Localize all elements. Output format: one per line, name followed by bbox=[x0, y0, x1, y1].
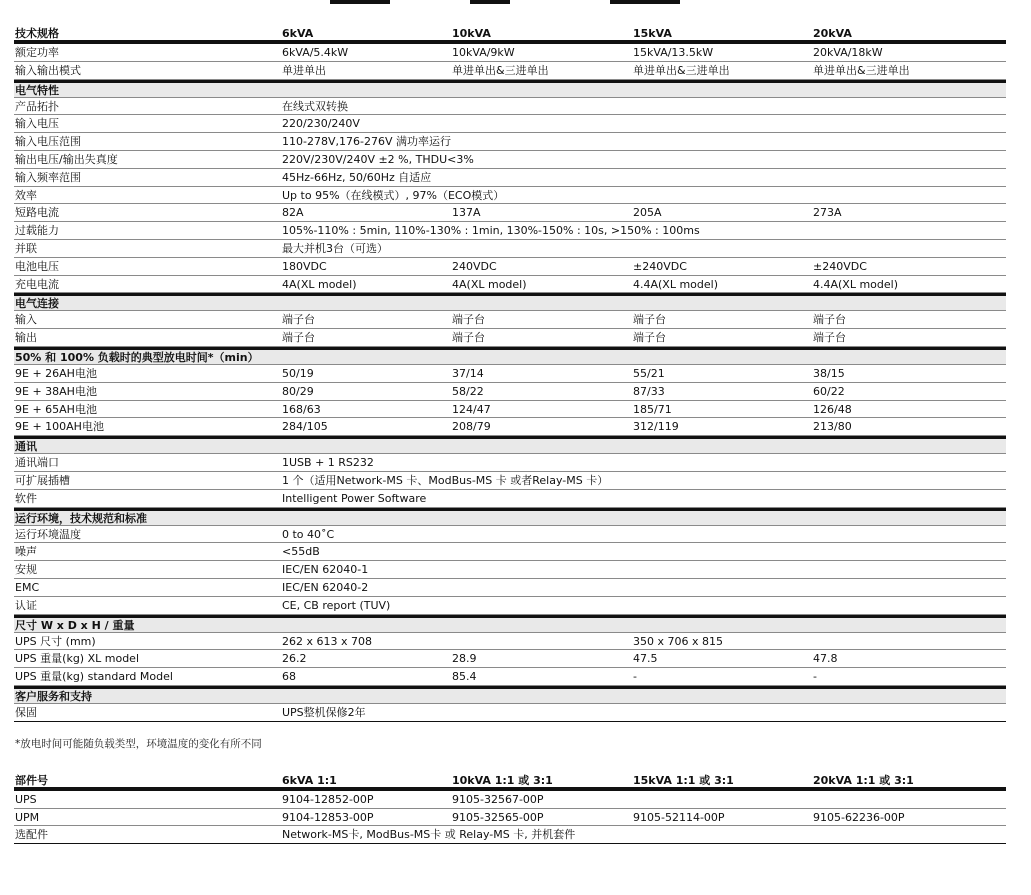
section-heading bbox=[14, 436, 1006, 454]
spec-label: 输入电压 bbox=[15, 117, 59, 131]
section-title: 客户服务和支持 bbox=[15, 689, 92, 703]
section-title: 电气特性 bbox=[15, 83, 59, 97]
spec-label: EMC bbox=[15, 580, 40, 594]
spec-value: 端子台 bbox=[633, 313, 666, 327]
spec-row bbox=[14, 151, 1006, 169]
spec-row bbox=[14, 240, 1006, 258]
spec-label: 短路电流 bbox=[15, 206, 59, 220]
spec-row bbox=[14, 383, 1006, 401]
parts-header-model: 6kVA 1:1 bbox=[282, 774, 337, 787]
spec-value: 208/79 bbox=[452, 420, 491, 434]
spec-value: 端子台 bbox=[633, 331, 666, 345]
spec-value: 47.8 bbox=[813, 652, 838, 666]
spec-value: 4A(XL model) bbox=[452, 277, 527, 291]
spec-value: 在线式双转换 bbox=[282, 99, 348, 113]
spec-value: 50/19 bbox=[282, 366, 314, 380]
spec-value: 端子台 bbox=[282, 331, 315, 345]
spec-value: 1USB + 1 RS232 bbox=[282, 456, 374, 470]
spec-value: 58/22 bbox=[452, 384, 484, 398]
spec-value: 220V/230V/240V ±2 %, THDU<3% bbox=[282, 152, 474, 166]
spec-value: IEC/EN 62040-2 bbox=[282, 580, 369, 594]
spec-value: IEC/EN 62040-1 bbox=[282, 563, 369, 577]
spec-value: Up to 95%（在线模式）, 97%（ECO模式） bbox=[282, 188, 505, 202]
spec-value: 124/47 bbox=[452, 402, 491, 416]
spec-row bbox=[14, 401, 1006, 419]
spec-row bbox=[14, 329, 1006, 347]
part-number: 9104-12852-00P bbox=[282, 793, 374, 806]
spec-label: 通讯端口 bbox=[15, 456, 59, 470]
spec-row bbox=[14, 222, 1006, 240]
spec-value: - bbox=[633, 670, 637, 684]
spec-row bbox=[14, 579, 1006, 597]
spec-label: 输入频率范围 bbox=[15, 170, 81, 184]
spec-row bbox=[14, 258, 1006, 276]
spec-value: UPS整机保修2年 bbox=[282, 705, 366, 719]
spec-row bbox=[14, 276, 1006, 294]
parts-header-model: 10kVA 1:1 或 3:1 bbox=[452, 774, 553, 787]
spec-label: 额定功率 bbox=[15, 46, 59, 59]
cropped-heading-fragment bbox=[0, 0, 1031, 10]
spec-label: 过载能力 bbox=[15, 224, 59, 238]
spec-value: 端子台 bbox=[452, 313, 485, 327]
part-number: 9105-62236-00P bbox=[813, 810, 905, 824]
header-title: 技术规格 bbox=[15, 27, 59, 40]
spec-value: 端子台 bbox=[282, 313, 315, 327]
spec-value: 213/80 bbox=[813, 420, 852, 434]
spec-value: 6kVA/5.4kW bbox=[282, 46, 349, 59]
spec-value: 38/15 bbox=[813, 366, 845, 380]
spec-value: 168/63 bbox=[282, 402, 321, 416]
spec-value: 180VDC bbox=[282, 259, 327, 273]
part-number: 9104-12853-00P bbox=[282, 810, 374, 824]
spec-row bbox=[14, 704, 1006, 722]
spec-value: 单进单出 bbox=[282, 63, 326, 77]
spec-label: 噪声 bbox=[15, 545, 37, 559]
spec-row bbox=[14, 44, 1006, 62]
spec-value: 15kVA/13.5kW bbox=[633, 46, 714, 59]
spec-value: 端子台 bbox=[813, 331, 846, 345]
spec-label: 运行环境温度 bbox=[15, 527, 81, 541]
spec-value: 80/29 bbox=[282, 384, 314, 398]
footnote: *放电时间可能随负载类型，环境温度的变化有所不同 bbox=[15, 738, 262, 750]
spec-value: 4.4A(XL model) bbox=[813, 277, 899, 291]
spec-label: 电池电压 bbox=[15, 259, 59, 273]
spec-label: 9E + 26AH电池 bbox=[15, 366, 97, 380]
parts-header-model: 20kVA 1:1 或 3:1 bbox=[813, 774, 914, 787]
section-heading bbox=[14, 508, 1006, 526]
parts-table bbox=[14, 773, 1006, 844]
spec-row bbox=[14, 561, 1006, 579]
spec-value: 262 x 613 x 708 bbox=[282, 634, 372, 648]
section-title: 电气连接 bbox=[15, 297, 59, 311]
spec-label: UPS 重量(kg) standard Model bbox=[15, 670, 173, 684]
spec-value: 0 to 40˚C bbox=[282, 527, 335, 541]
spec-row bbox=[14, 526, 1006, 544]
spec-label: 输入输出模式 bbox=[15, 63, 81, 77]
section-heading bbox=[14, 80, 1006, 98]
spec-row bbox=[14, 543, 1006, 561]
spec-value: 单进单出&三进单出 bbox=[813, 63, 910, 77]
spec-value: 350 x 706 x 815 bbox=[633, 634, 723, 648]
parts-label: UPS bbox=[15, 793, 37, 806]
spec-table-header bbox=[14, 26, 1006, 44]
parts-row bbox=[14, 809, 1006, 827]
spec-table bbox=[14, 26, 1006, 722]
spec-label: 安规 bbox=[15, 563, 37, 577]
spec-value: 105%-110% : 5min, 110%-130% : 1min, 130%-150% : 10s, >150% : 100ms bbox=[282, 224, 700, 238]
spec-label: UPS 尺寸 (mm) bbox=[15, 634, 96, 648]
spec-value: 47.5 bbox=[633, 652, 658, 666]
spec-value: 37/14 bbox=[452, 366, 484, 380]
spec-value: 单进单出&三进单出 bbox=[633, 63, 730, 77]
spec-label: 9E + 65AH电池 bbox=[15, 402, 97, 416]
spec-row bbox=[14, 169, 1006, 187]
part-number: Network-MS卡, ModBus-MS卡 或 Relay-MS 卡, 并机套件 bbox=[282, 828, 576, 842]
spec-label: 9E + 100AH电池 bbox=[15, 420, 104, 434]
spec-label: 认证 bbox=[15, 598, 37, 612]
spec-row bbox=[14, 633, 1006, 651]
spec-value: 185/71 bbox=[633, 402, 672, 416]
parts-header-model: 15kVA 1:1 或 3:1 bbox=[633, 774, 734, 787]
parts-label: 选配件 bbox=[15, 828, 48, 842]
spec-value: 20kVA/18kW bbox=[813, 46, 883, 59]
part-number: 9105-52114-00P bbox=[633, 810, 725, 824]
spec-label: 输入电压范围 bbox=[15, 135, 81, 149]
spec-label: 并联 bbox=[15, 241, 37, 255]
spec-value: 85.4 bbox=[452, 670, 477, 684]
section-title: 运行环境，技术规范和标准 bbox=[15, 511, 147, 525]
spec-value: - bbox=[813, 670, 817, 684]
parts-header-title: 部件号 bbox=[15, 774, 48, 787]
spec-row bbox=[14, 668, 1006, 686]
spec-value: 60/22 bbox=[813, 384, 845, 398]
header-model: 15kVA bbox=[633, 27, 672, 40]
section-heading bbox=[14, 293, 1006, 311]
spec-value: 55/21 bbox=[633, 366, 665, 380]
parts-table-header bbox=[14, 773, 1006, 791]
spec-value: 284/105 bbox=[282, 420, 328, 434]
spec-value: 137A bbox=[452, 206, 481, 220]
spec-value: 205A bbox=[633, 206, 662, 220]
spec-label: UPS 重量(kg) XL model bbox=[15, 652, 140, 666]
spec-value: 最大并机3台（可选） bbox=[282, 241, 388, 255]
header-model: 10kVA bbox=[452, 27, 491, 40]
spec-row bbox=[14, 418, 1006, 436]
spec-value: <55dB bbox=[282, 545, 320, 559]
spec-value: 220/230/240V bbox=[282, 117, 360, 131]
spec-row bbox=[14, 311, 1006, 329]
spec-row bbox=[14, 115, 1006, 133]
spec-label: 效率 bbox=[15, 188, 37, 202]
parts-row bbox=[14, 826, 1006, 844]
header-model: 6kVA bbox=[282, 27, 314, 40]
spec-value: 45Hz-66Hz, 50/60Hz 自适应 bbox=[282, 170, 432, 184]
spec-value: 4A(XL model) bbox=[282, 277, 357, 291]
spec-label: 输出电压/输出失真度 bbox=[15, 152, 118, 166]
spec-value: 4.4A(XL model) bbox=[633, 277, 719, 291]
part-number: 9105-32567-00P bbox=[452, 793, 544, 806]
part-number: 9105-32565-00P bbox=[452, 810, 544, 824]
spec-label: 产品拓扑 bbox=[15, 99, 59, 113]
spec-value: 28.9 bbox=[452, 652, 477, 666]
spec-value: 单进单出&三进单出 bbox=[452, 63, 549, 77]
spec-value: 端子台 bbox=[452, 331, 485, 345]
spec-label: 输入 bbox=[15, 313, 37, 327]
spec-row bbox=[14, 62, 1006, 80]
spec-row bbox=[14, 365, 1006, 383]
spec-row bbox=[14, 597, 1006, 615]
spec-value: 87/33 bbox=[633, 384, 665, 398]
spec-value: 1 个（适用Network-MS 卡、ModBus-MS 卡 或者Relay-MS 卡） bbox=[282, 473, 609, 487]
spec-value: 273A bbox=[813, 206, 842, 220]
spec-value: 端子台 bbox=[813, 313, 846, 327]
spec-value: 68 bbox=[282, 670, 296, 684]
spec-row bbox=[14, 472, 1006, 490]
parts-row bbox=[14, 791, 1006, 809]
spec-value: 312/119 bbox=[633, 420, 679, 434]
spec-row bbox=[14, 133, 1006, 151]
spec-value: Intelligent Power Software bbox=[282, 491, 427, 505]
spec-label: 软件 bbox=[15, 491, 37, 505]
spec-value: 126/48 bbox=[813, 402, 852, 416]
spec-value: 10kVA/9kW bbox=[452, 46, 515, 59]
spec-label: 可扩展插槽 bbox=[15, 473, 70, 487]
spec-value: CE, CB report (TUV) bbox=[282, 598, 391, 612]
spec-label: 保固 bbox=[15, 705, 37, 719]
spec-row bbox=[14, 650, 1006, 668]
spec-row bbox=[14, 454, 1006, 472]
spec-value: ±240VDC bbox=[633, 259, 687, 273]
section-heading bbox=[14, 686, 1006, 704]
spec-row bbox=[14, 187, 1006, 205]
spec-value: 82A bbox=[282, 206, 304, 220]
parts-label: UPM bbox=[15, 810, 40, 824]
header-model: 20kVA bbox=[813, 27, 852, 40]
spec-value: 26.2 bbox=[282, 652, 307, 666]
section-title: 尺寸 W x D x H / 重量 bbox=[15, 618, 135, 632]
spec-row bbox=[14, 98, 1006, 116]
section-heading bbox=[14, 615, 1006, 633]
spec-value: 240VDC bbox=[452, 259, 497, 273]
spec-row bbox=[14, 204, 1006, 222]
section-heading bbox=[14, 347, 1006, 365]
spec-label: 输出 bbox=[15, 331, 37, 345]
spec-label: 充电电流 bbox=[15, 277, 59, 291]
spec-value: ±240VDC bbox=[813, 259, 867, 273]
section-title: 50% 和 100% 负载时的典型放电时间*（min） bbox=[15, 350, 259, 364]
spec-value: 110-278V,176-276V 满功率运行 bbox=[282, 135, 451, 149]
section-title: 通讯 bbox=[15, 440, 37, 454]
spec-row bbox=[14, 490, 1006, 508]
spec-label: 9E + 38AH电池 bbox=[15, 384, 97, 398]
